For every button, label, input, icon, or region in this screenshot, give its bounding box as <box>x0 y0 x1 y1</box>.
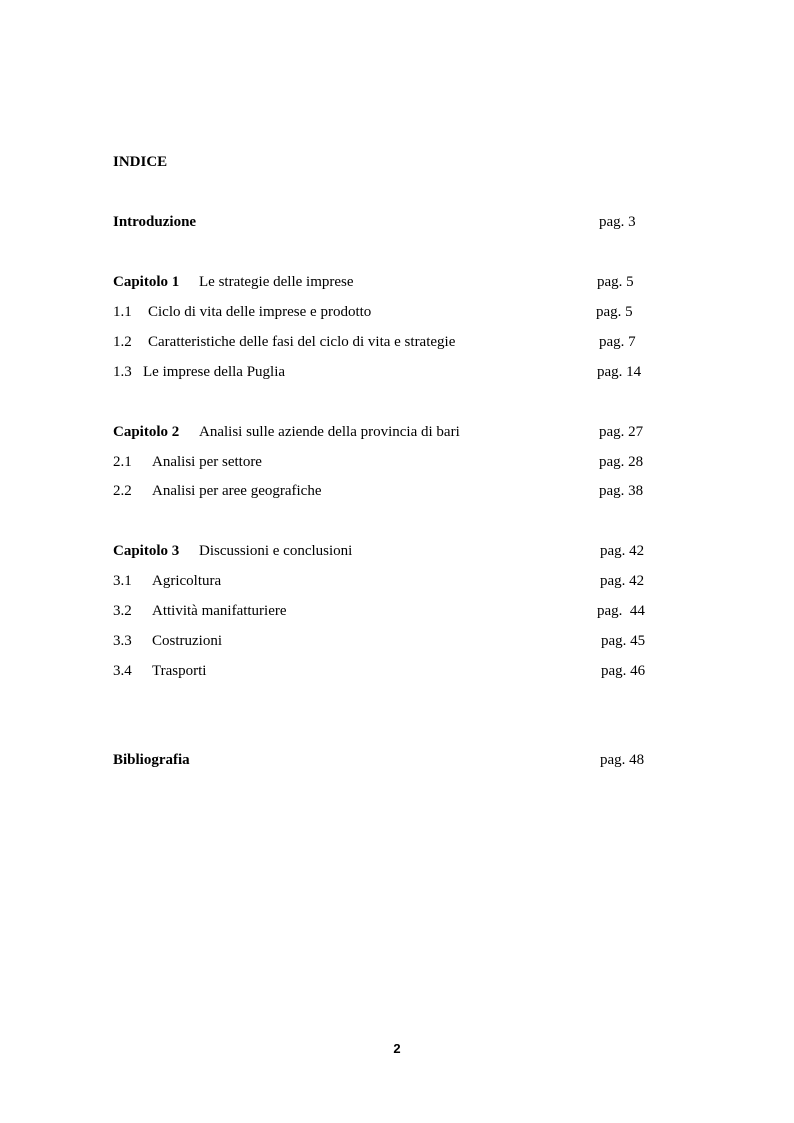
toc-section-page: pag. 45 <box>601 633 646 649</box>
toc-section-num: 2.1 <box>113 454 132 470</box>
toc-section-label: Agricoltura <box>152 573 222 589</box>
toc-section-page: pag. 46 <box>601 663 646 679</box>
toc-section-label: Ciclo di vita delle imprese e prodotto <box>148 304 372 320</box>
toc-chapter-3-title: Discussioni e conclusioni <box>199 543 353 559</box>
toc-section-page: pag. 7 <box>599 334 636 350</box>
toc-section-label: Analisi per aree geografiche <box>152 483 322 499</box>
toc-title: INDICE <box>113 154 168 170</box>
toc-chapter-3-page: pag. 42 <box>600 543 645 559</box>
toc-section-label: Costruzioni <box>152 633 222 649</box>
toc-chapter-3-label: Capitolo 3 <box>113 543 180 559</box>
toc-section-page: pag. 38 <box>599 483 644 499</box>
toc-section-num: 1.3 <box>113 364 132 380</box>
toc-section-num: 2.2 <box>113 483 132 499</box>
toc-chapter-2-page: pag. 27 <box>599 424 644 440</box>
toc-chapter-1-label: Capitolo 1 <box>113 274 180 290</box>
toc-section-num: 3.1 <box>113 573 132 589</box>
toc-entry-bibliografia: Bibliografia <box>113 752 190 768</box>
toc-section-page: pag. 14 <box>597 364 642 380</box>
toc-section-page: pag. 44 <box>597 603 645 619</box>
toc-chapter-1-page: pag. 5 <box>597 274 634 290</box>
toc-section-num: 3.3 <box>113 633 132 649</box>
toc-page-introduzione: pag. 3 <box>599 214 636 230</box>
toc-section-label: Attività manifatturiere <box>152 603 287 619</box>
toc-section-page: pag. 28 <box>599 454 644 470</box>
toc-section-num: 1.1 <box>113 304 132 320</box>
toc-section-label: Le imprese della Puglia <box>143 364 286 380</box>
toc-section-label: Caratteristiche delle fasi del ciclo di vita e strategie <box>148 334 456 350</box>
toc-entry-introduzione: Introduzione <box>113 214 197 230</box>
toc-section-page: pag. 5 <box>596 304 633 320</box>
toc-section-num: 3.4 <box>113 663 132 679</box>
toc-section-label: Analisi per settore <box>152 454 262 470</box>
page-number: 2 <box>393 1041 401 1056</box>
toc-section-label: Trasporti <box>152 663 207 679</box>
toc-section-num: 3.2 <box>113 603 132 619</box>
toc-chapter-2-label: Capitolo 2 <box>113 424 180 440</box>
toc-page-bibliografia: pag. 48 <box>600 752 645 768</box>
toc-section-num: 1.2 <box>113 334 132 350</box>
toc-chapter-1-title: Le strategie delle imprese <box>199 274 354 290</box>
toc-section-page: pag. 42 <box>600 573 645 589</box>
toc-chapter-2-title: Analisi sulle aziende della provincia di bari <box>199 424 460 440</box>
